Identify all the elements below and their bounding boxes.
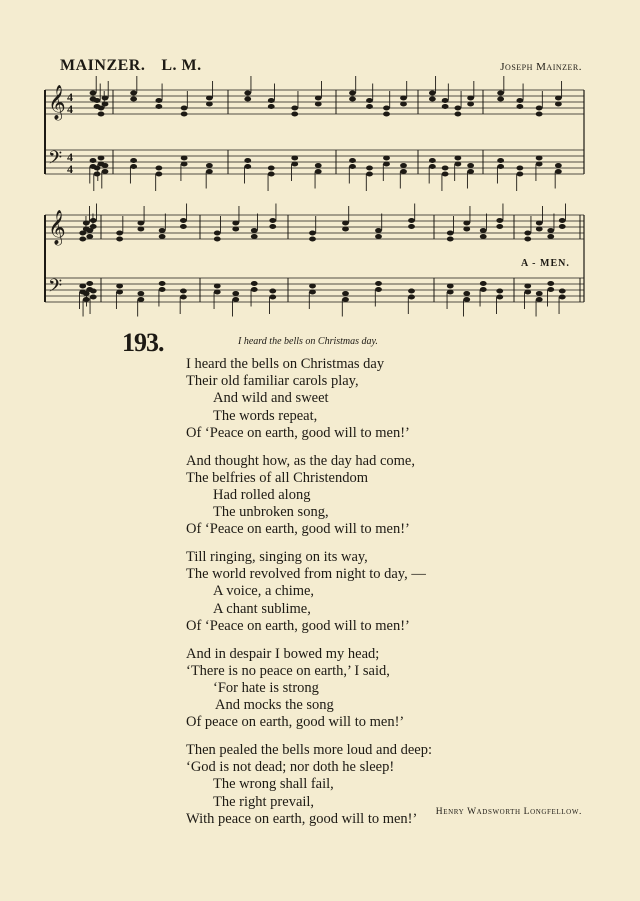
note-head (315, 169, 322, 174)
note-head (366, 98, 373, 103)
note-head (180, 218, 187, 223)
note-head (214, 237, 221, 242)
note-head (480, 234, 487, 239)
note-head (130, 97, 137, 102)
note-head (130, 164, 137, 169)
note-head (536, 156, 543, 161)
note-head (408, 295, 415, 300)
verse-line: And thought how, as the day had come, (186, 452, 415, 469)
note-head (315, 96, 322, 101)
note-head (130, 158, 137, 163)
note-head (447, 237, 454, 242)
verse-line: Of ‘Peace on earth, good will to men!’ (186, 521, 410, 538)
note-head (555, 169, 562, 174)
note-head (429, 164, 436, 169)
note-head (244, 164, 251, 169)
note-head (559, 224, 566, 229)
verse-line: The wrong shall fail, (213, 776, 334, 793)
note-head (375, 281, 382, 286)
note-head (496, 224, 503, 229)
note-head (180, 295, 187, 300)
hymn-number: 193. (122, 328, 164, 357)
note-head (181, 106, 188, 111)
note-head (555, 163, 562, 168)
note-head (497, 97, 504, 102)
note-head (480, 287, 487, 292)
note-head (155, 98, 162, 103)
note-head (366, 166, 373, 171)
verse-line: ‘There is no peace on earth,’ I said, (186, 662, 390, 679)
note-head (349, 158, 356, 163)
verse-line: The belfries of all Christendom (186, 469, 369, 486)
note-head (524, 284, 531, 289)
note-head (181, 112, 188, 117)
note-head (244, 158, 251, 163)
note-head (383, 106, 390, 111)
note-head (408, 224, 415, 229)
note-head (442, 98, 449, 103)
note-head (480, 281, 487, 286)
note-head (400, 96, 407, 101)
note-head (309, 231, 316, 236)
bass-clef-icon: 𝄢 (48, 276, 63, 301)
note-head (159, 281, 166, 286)
note-head (155, 104, 162, 109)
note-head (467, 96, 474, 101)
note-head (315, 163, 322, 168)
note-head (269, 289, 276, 294)
note-head (251, 228, 258, 233)
note-head (291, 156, 298, 161)
note-head (291, 112, 298, 117)
music-score (0, 0, 640, 330)
note-head (244, 91, 251, 96)
note-head (447, 231, 454, 236)
verse-line: Their old familiar carols play, (186, 373, 359, 390)
note-head (130, 91, 137, 96)
note-head (516, 104, 523, 109)
note-head (375, 287, 382, 292)
note-head (536, 106, 543, 111)
note-head (159, 234, 166, 239)
verse-line: I heard the bells on Christmas day (186, 356, 385, 372)
note-head (98, 106, 105, 111)
note-head (442, 166, 449, 171)
note-head (480, 228, 487, 233)
note-head (536, 162, 543, 167)
note-head (309, 237, 316, 242)
note-head (269, 295, 276, 300)
verse-line: Of peace on earth, good will to men!’ (186, 714, 405, 731)
note-head (94, 166, 101, 171)
note-head (98, 112, 105, 117)
verse-line: A chant sublime, (213, 600, 311, 617)
note-head (291, 106, 298, 111)
note-head (547, 281, 554, 286)
note-head (524, 231, 531, 236)
note-head (206, 169, 213, 174)
verse-line: Then pealed the bells more loud and deep: (186, 742, 433, 759)
note-head (116, 290, 123, 295)
note-head (429, 91, 436, 96)
verse-line: The words repeat, (213, 407, 318, 424)
note-head (375, 234, 382, 239)
note-head (214, 231, 221, 236)
note-head (79, 284, 86, 289)
note-head (429, 158, 436, 163)
note-head (159, 287, 166, 292)
note-head (463, 291, 470, 296)
bass-clef-icon: 𝄢 (48, 148, 63, 173)
note-head (454, 106, 461, 111)
note-head (155, 166, 162, 171)
note-head (309, 290, 316, 295)
verse-line: With peace on earth, good will to men!’ (186, 810, 418, 827)
note-head (400, 163, 407, 168)
note-head (497, 91, 504, 96)
verse-line: And in despair I bowed my head; (186, 645, 380, 662)
note-head (454, 112, 461, 117)
verse-line: Till ringing, singing on its way, (186, 549, 368, 566)
note-head (102, 163, 109, 168)
note-head (90, 224, 97, 229)
note-head (98, 156, 105, 161)
note-head (383, 112, 390, 117)
treble-clef-icon: 𝄞 (48, 210, 66, 245)
note-head (559, 295, 566, 300)
note-head (375, 228, 382, 233)
verse-line: A voice, a chime, (213, 583, 315, 600)
note-head (559, 289, 566, 294)
note-head (251, 287, 258, 292)
note-head (86, 234, 93, 239)
note-head (214, 284, 221, 289)
note-head (496, 295, 503, 300)
note-head (442, 104, 449, 109)
note-head (547, 234, 554, 239)
composer-credit: Joseph Mainzer. (500, 61, 582, 73)
note-head (232, 221, 239, 226)
verse-line: And mocks the song (215, 697, 334, 714)
note-head (90, 218, 97, 223)
note-head (232, 291, 239, 296)
note-head (536, 112, 543, 117)
note-head (442, 172, 449, 177)
note-head (268, 166, 275, 171)
note-head (268, 98, 275, 103)
note-head (536, 291, 543, 296)
note-head (155, 172, 162, 177)
time-signature-top: 4 (67, 150, 73, 164)
stanza (186, 356, 586, 442)
note-head (408, 289, 415, 294)
note-head (536, 227, 543, 232)
note-head (232, 227, 239, 232)
verse-line: The world revolved from night to day, — (186, 566, 426, 583)
note-head (342, 227, 349, 232)
note-head (83, 221, 90, 226)
note-head (137, 291, 144, 296)
note-head (463, 221, 470, 226)
note-head (536, 221, 543, 226)
note-head (497, 158, 504, 163)
note-head (555, 96, 562, 101)
note-head (429, 97, 436, 102)
note-head (559, 218, 566, 223)
note-head (547, 287, 554, 292)
verse-line: Of ‘Peace on earth, good will to men!’ (186, 617, 410, 634)
note-head (342, 297, 349, 302)
note-head (268, 172, 275, 177)
verse-line: ‘God is not dead; nor doth he sleep! (186, 759, 395, 776)
note-head (206, 96, 213, 101)
stanza (186, 646, 586, 732)
note-head (251, 234, 258, 239)
note-head (180, 224, 187, 229)
note-head (349, 97, 356, 102)
note-head (342, 221, 349, 226)
note-head (214, 290, 221, 295)
note-head (206, 102, 213, 107)
note-head (516, 98, 523, 103)
note-head (181, 156, 188, 161)
verse-line: Of ‘Peace on earth, good will to men!’ (186, 424, 410, 441)
note-head (206, 163, 213, 168)
verse-line: The unbroken song, (213, 504, 329, 521)
note-head (383, 156, 390, 161)
note-head (90, 289, 97, 294)
note-head (400, 169, 407, 174)
hymn-subtitle: I heard the bells on Christmas day. (238, 336, 378, 347)
note-head (268, 104, 275, 109)
tune-meter: L. M. (161, 57, 202, 74)
verse-line: ‘For hate is strong (213, 679, 319, 696)
time-signature-bottom: 4 (67, 102, 73, 116)
tune-name: MAINZER. (60, 57, 146, 74)
note-head (94, 98, 101, 103)
verse-line: The right prevail, (213, 793, 315, 810)
note-head (102, 96, 109, 101)
note-head (181, 162, 188, 167)
note-head (315, 102, 322, 107)
time-signature-top: 4 (67, 90, 73, 104)
note-head (342, 291, 349, 296)
note-head (102, 102, 109, 107)
note-head (366, 104, 373, 109)
note-head (496, 289, 503, 294)
note-head (408, 218, 415, 223)
note-head (463, 297, 470, 302)
note-head (400, 102, 407, 107)
note-head (536, 297, 543, 302)
note-head (496, 218, 503, 223)
author-credit: Henry Wadsworth Longfellow. (435, 807, 582, 817)
note-head (291, 162, 298, 167)
verse-line: Had rolled along (213, 486, 311, 503)
treble-clef-icon: 𝄞 (48, 85, 66, 120)
note-head (116, 237, 123, 242)
note-head (447, 290, 454, 295)
note-head (137, 297, 144, 302)
note-head (366, 172, 373, 177)
note-head (383, 162, 390, 167)
note-head (467, 169, 474, 174)
note-head (90, 295, 97, 300)
note-head (116, 231, 123, 236)
note-head (232, 297, 239, 302)
note-head (555, 102, 562, 107)
note-head (349, 164, 356, 169)
note-head (454, 156, 461, 161)
note-head (269, 224, 276, 229)
note-head (516, 172, 523, 177)
note-head (137, 227, 144, 232)
note-head (516, 166, 523, 171)
note-head (137, 221, 144, 226)
note-head (116, 284, 123, 289)
note-head (86, 281, 93, 286)
note-head (180, 289, 187, 294)
note-head (90, 158, 97, 163)
note-head (467, 163, 474, 168)
hymn-text (186, 356, 586, 839)
note-head (524, 290, 531, 295)
note-head (524, 237, 531, 242)
stanza (186, 453, 586, 539)
note-head (349, 91, 356, 96)
note-head (79, 237, 86, 242)
note-head (251, 281, 258, 286)
note-head (244, 97, 251, 102)
note-head (497, 164, 504, 169)
note-head (102, 169, 109, 174)
verse-line: And wild and sweet (213, 390, 329, 407)
amen-label: A - MEN. (521, 258, 570, 269)
note-head (467, 102, 474, 107)
time-signature-bottom: 4 (67, 162, 73, 176)
note-head (269, 218, 276, 223)
note-head (547, 228, 554, 233)
note-head (447, 284, 454, 289)
note-head (463, 227, 470, 232)
note-head (454, 162, 461, 167)
note-head (94, 172, 101, 177)
stanza (186, 549, 586, 635)
note-head (159, 228, 166, 233)
note-head (309, 284, 316, 289)
note-head (90, 91, 97, 96)
